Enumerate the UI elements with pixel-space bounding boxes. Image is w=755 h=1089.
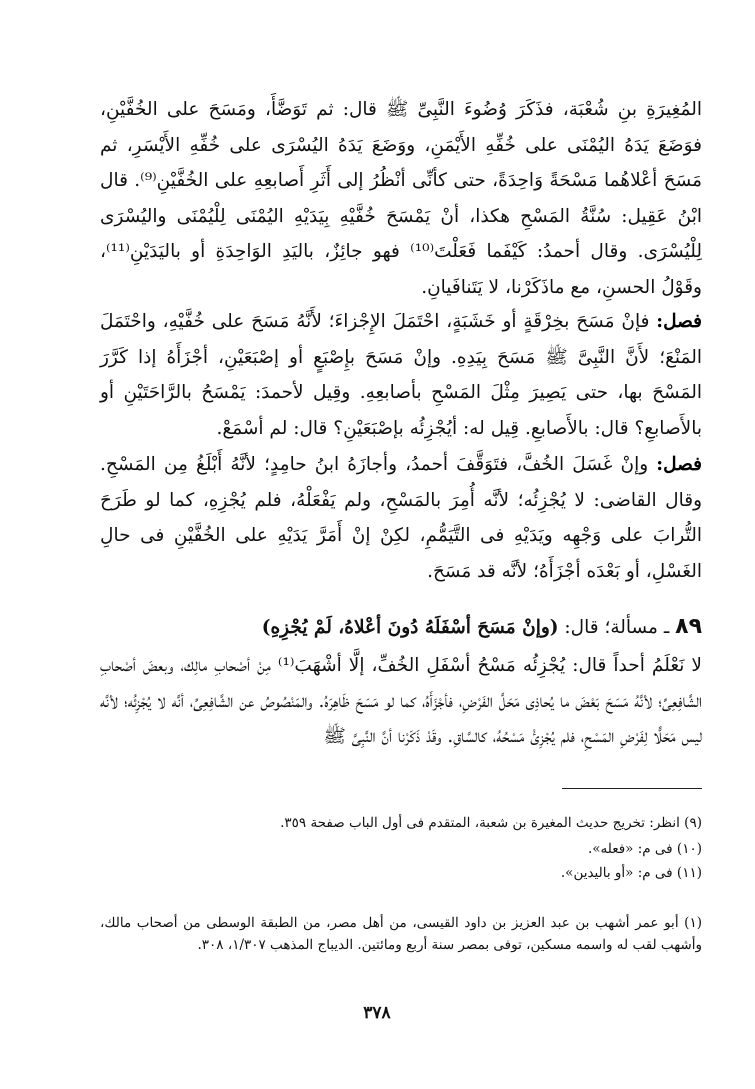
paragraph-fasl-2 bbox=[100, 447, 702, 589]
paragraph-fasl-1 bbox=[100, 304, 702, 446]
issue-number: ٨٩ bbox=[675, 614, 702, 639]
issue-quote: (وإنْ مَسَحَ أسْفَلَهُ دُونَ أعْلاهُ، لَمْ يُجْزِهِ) bbox=[261, 617, 559, 638]
section-heading-fasl: فصل: bbox=[656, 311, 702, 332]
footnote-11: (١١) فى م: «أو باليدين». bbox=[560, 865, 702, 881]
paragraph-issue-body bbox=[100, 648, 702, 755]
footnote-1: (١) أبو عمر أشهب بن عبد العزيز بن داود القيسى، من أهل مصر، من الطبقة الوسطى من أصحاب مالك، وأشهب لقب له واسمه مسكين، توفى بمصر سنة أربع ومائتين. الديباج المذهب ١/٣٠٧، ٣٠٨. bbox=[100, 915, 702, 953]
issue-label: ـ مسألة؛ قال: bbox=[564, 617, 670, 638]
paragraph-1-text: المُغِيرَةِ بنِ شُعْبَة، فذَكَرَ وُضُوءَ النَّبِىِّ ﷺ قال: ثم تَوَضَّأَ، ومَسَحَ على الخُفَّيْنِ، فوَضَعَ يَدَهُ اليُمْنَى على خُفِّهِ الأَيْمَنِ، ووَضَعَ يَدَهُ اليُسْرَى على خُفِّهِ الأَيْسَرِ، ثم مَسَحَ أعْلاهُما مَسْحَةً وَاحِدَةً، حتى كأنِّى أنْظُرُ إلى أَثَرِ أَصابعِهِ على الخُفَّيْنِ⁽⁹⁾. قال ابْنُ عَقِيل: سُنَّةُ المَسْحِ هكذا، أنْ يَمْسَحَ خُفَّيْهِ بِيَدَيْهِ اليُمْنَى لِلْيُمْنَى واليُسْرَى لِلْيُسْرَى. وقال أحمدُ: كَيْفَما فَعَلْتَ⁽¹⁰⁾ فهو جائِزٌ، باليَدِ الوَاحِدَةِ أو باليَدَيْنِ⁽¹¹⁾، وقَوْلُ الحسنِ، مع ماذَكَرْنا، لا يَتَنافَيانِ. bbox=[100, 99, 702, 298]
paragraph-fasl-2-text: وإنْ غَسَلَ الخُفَّ، فتَوَقَّفَ أحمدُ، وأجازَهُ ابنُ حامِدٍ؛ لأنَّهُ أَبْلَغُ مِن المَسْحِ. وقال القاضى: لا يُجْزِئُه؛ لأنَّه أُمِرَ بالمَسْحِ، ولم يَفْعَلْهُ، فلم يُجْزِهِ، كما لو طَرَحَ التُّرابَ على وَجْهِه ويَدَيْهِ فى التَّيَمُّمِ، لكِنْ إنْ أَمَرَّ يَدَيْهِ على الخُفَّيْنِ فى حالِ الغَسْلِ، أو بَعْدَه أجْزَأَهُ؛ لأنَّه قد مَسَحَ. bbox=[100, 454, 702, 582]
footnote-divider bbox=[562, 788, 702, 789]
paragraph-issue-body-text: لا نَعْلَمُ أحداً قال: يُجْزِئُه مَسْحُ أسْفَلِ الخُفِّ، إلَّا أشْهَبَ⁽¹⁾ مِنْ أصْحابِ مالِك، وبعضَ أصْحابِ الشَّافِعِىِّ؛ لأنَّهُ مَسَحَ بَعْضَ ما يُحاذِى مَحَلَّ الفَرْضِ، فأجْزَأَهُ، كما لو مَسَحَ ظَاهِرَهُ. والمَنْصُوصُ عن الشَّافِعِىِّ، أنَّه لا يُجْزِئُه؛ لأنَّه ليس مَحَلًّا لِفَرْضِ المَسْحِ، فلم يُجْزِئْ مَسْحُهُ، كالسَّاقِ. وقَدْ ذَكَرْنا أنَّ النَّبِىَّ ﷺ bbox=[100, 655, 702, 747]
paragraph-fasl-1-text: فإنْ مَسَحَ بخِرْقَةٍ أو خَشَبَةٍ، احْتَمَلَ الإِجْزاءَ؛ لأَنَّهُ مَسَحَ على خُفَّيْهِ، واحْتَمَلَ المَنْعَ؛ لأَنَّ النَّبِىَّ ﷺ مَسَحَ بِيَدِهِ. وإنْ مَسَحَ بإِصْبَعٍ أو إصْبَعَيْنِ، أجْزَأَهُ إذا كَرَّرَ المَسْحَ بها، حتى يَصِيرَ مِثْلَ المَسْحِ بأصابعِهِ. وقِيل لأحمدَ: يَمْسَحُ بالرَّاحَتَيْنِ أو بالأَصابعِ؟ قال: بالأَصابعِ. قِيل له: أيُجْزِئُه بإصْبَعَيْنِ؟ قال: لم أسْمَعْ. bbox=[100, 311, 702, 439]
page-number: ٣٧٨ bbox=[363, 1003, 391, 1023]
paragraph-1 bbox=[100, 92, 702, 305]
section-heading-fasl: فصل: bbox=[656, 454, 702, 475]
issue-heading bbox=[100, 609, 702, 646]
footnote-10: (١٠) فى م: «فعله». bbox=[587, 841, 702, 857]
footnote-9: (٩) انظر: تخريج حديث المغيرة بن شعبة، المتقدم فى أول الباب صفحة ٣٥٩. bbox=[280, 815, 702, 831]
